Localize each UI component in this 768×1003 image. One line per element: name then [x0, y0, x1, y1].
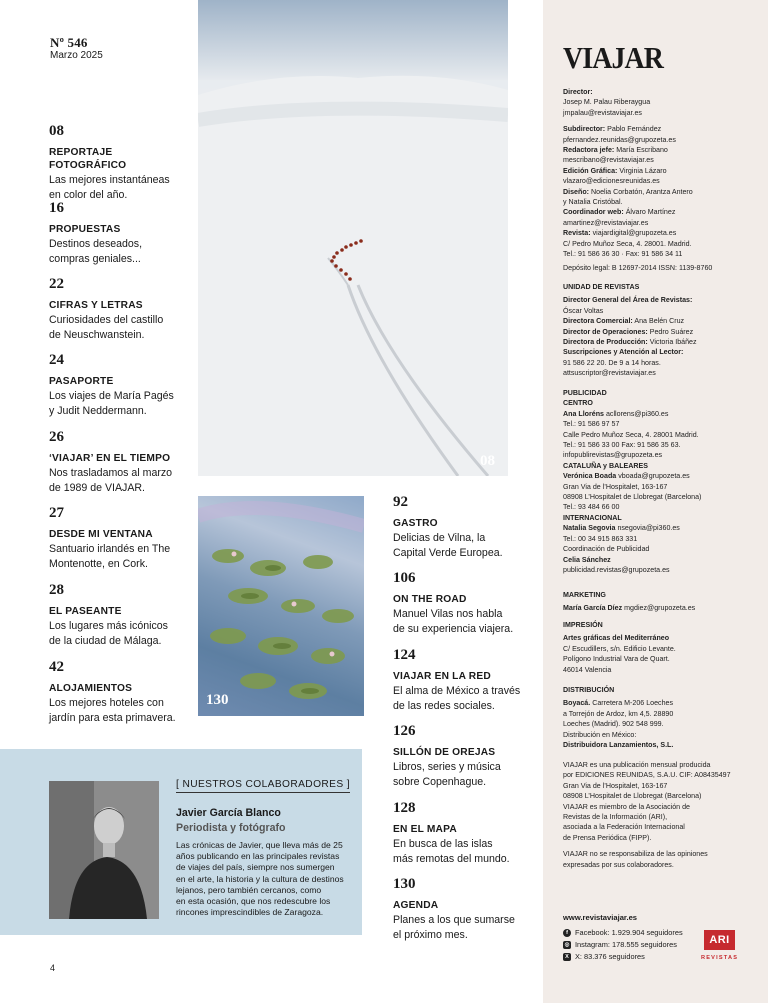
marketing [563, 590, 758, 614]
toc-description: Destinos deseados, compras geniales... [49, 238, 143, 265]
toc-page-number: 08 [49, 123, 64, 139]
distribucion-address-3: Loeches (Madrid). 902 548 999. [563, 720, 664, 729]
disclaimer-line: VIAJAR no se responsabiliza de las opiniones [563, 850, 708, 859]
dg-name: Óscar Voltas [563, 306, 604, 315]
toc-page-number: 130 [393, 876, 416, 892]
cataluna-heading: CATALUÑA y BALEARES [563, 461, 648, 470]
toc-entry[interactable] [393, 570, 533, 636]
impresion [563, 620, 758, 675]
redactora-name: María Escribano [616, 146, 668, 155]
toc-entry[interactable] [49, 200, 189, 266]
collaborator-bio: Las crónicas de Javier, que lleva más de 25 años publicando en las principales revistas de viajes del país, siempre nos sumergen en el arte, la historia y la cultura de destinos lejanos, pero también cercanos, como en esta ocasión, que nos redescubre los rincones imprescindibles de Zaragoza. [176, 840, 344, 918]
centro-heading: CENTRO [563, 399, 593, 408]
office-phones: Tel.: 91 586 36 30 · Fax: 91 586 34 11 [563, 250, 683, 259]
lily-illustration [198, 496, 364, 716]
publicidad-heading: PUBLICIDAD [563, 389, 607, 397]
redactora-label: Redactora jefe: [563, 146, 615, 155]
director-label: Director: [563, 88, 593, 96]
distribucion-heading: DISTRIBUCIÓN [563, 686, 615, 694]
toc-description: Los mejores hoteles con jardín para esta primavera. [49, 697, 176, 724]
legal-line: Gran Via de l’Hospitalet, 163-167 [563, 781, 668, 790]
toc-section-title: ‘VIAJAR’ EN EL TIEMPO [49, 453, 171, 464]
snow-expedition-photo[interactable] [198, 0, 508, 476]
grafica-label: Edición Gráfica: [563, 166, 618, 175]
centro-address: Calle Pedro Muñoz Seca, 4. 28001 Madrid. [563, 430, 699, 439]
facebook-icon: f [563, 929, 571, 937]
toc-description: Delicias de Vilna, la Capital Verde Europea. [393, 532, 503, 559]
toc-description: Nos trasladamos al marzo de 1989 de VIAJAR. [49, 467, 173, 494]
unidad-heading: UNIDAD DE REVISTAS [563, 283, 640, 291]
toc-entry[interactable] [49, 505, 189, 571]
toc-description: Los viajes de María Pagés y Judit Neddermann. [49, 390, 174, 417]
marketing-heading: MARKETING [563, 591, 606, 599]
distribucion-address-2: a Torrejón de Ardoz, km 4,5. 28890 [563, 709, 674, 718]
internacional-name: Natalia Segovia [563, 524, 616, 533]
cataluna-address-2: 08908 L’Hospitalet de Llobregat (Barcelona) [563, 493, 702, 502]
publicidad [563, 388, 758, 575]
produccion-name: Victoria Ibáñez [649, 338, 697, 347]
toc-page-number: 27 [49, 505, 64, 521]
issue-number: Nº 546 [50, 35, 88, 50]
toc-description: Curiosidades del castillo de Neuschwanstein. [49, 314, 164, 341]
toc-section-title: VIAJAR EN LA RED [393, 671, 491, 682]
diseno-name-2: y Natalia Cristóbal. [563, 198, 623, 207]
toc-section-title: EN EL MAPA [393, 824, 457, 835]
toc-page-number: 92 [393, 494, 408, 510]
toc-entry[interactable] [49, 659, 189, 725]
web-coordinator-label: Coordinador web: [563, 208, 624, 217]
toc-page-number: 16 [49, 200, 64, 216]
distribucion-name: Boyacá. [563, 699, 591, 708]
portrait-illustration [49, 781, 159, 919]
cataluna-tel: Tel.: 93 484 66 00 [563, 503, 620, 512]
cataluna-name: Verónica Boada [563, 472, 617, 481]
toc-description: Planes a los que sumarse el próximo mes. [393, 914, 515, 941]
office-address: C/ Pedro Muñoz Seca, 4. 28001. Madrid. [563, 239, 692, 248]
operaciones-name: Pedro Suárez [649, 327, 694, 336]
director-email[interactable]: jmpalau@revistaviajar.es [563, 108, 642, 117]
toc-entry[interactable] [49, 429, 189, 495]
comercial-name: Ana Belén Cruz [634, 317, 685, 326]
toc-entry[interactable] [49, 352, 189, 418]
legal-notice [563, 760, 758, 870]
marketing-email[interactable]: mgdiez@grupozeta.es [624, 604, 696, 613]
toc-section-title: PASAPORTE [49, 376, 114, 387]
photo-page-label: 08 [480, 453, 495, 469]
marketing-name: María García Díez [563, 604, 623, 613]
toc-entry[interactable] [49, 276, 189, 342]
legal-line: Revistas de la Información (ARI), [563, 813, 668, 822]
comercial-label: Directora Comercial: [563, 317, 633, 326]
distribucion [563, 685, 758, 750]
centro-email[interactable]: acllorens@pi360.es [605, 409, 669, 418]
revista-email[interactable]: viajardigital@grupozeta.es [592, 229, 677, 238]
toc-description: Libros, series y música sobre Copenhague. [393, 761, 501, 788]
x-link[interactable] [563, 952, 645, 961]
toc-page-number: 26 [49, 429, 64, 445]
dg-label: Director General del Área de Revistas: [563, 296, 693, 305]
collaborator-portrait [49, 781, 159, 919]
collaborator-name: Javier García Blanco [176, 807, 281, 819]
revista-label: Revista: [563, 229, 591, 238]
toc-entry[interactable] [49, 123, 189, 202]
toc-page-number: 22 [49, 276, 64, 292]
centro-name: Ana Lloréns [563, 409, 604, 418]
impresion-heading: IMPRESIÓN [563, 621, 603, 629]
collaborator-role: Periodista y fotógrafo [176, 822, 286, 834]
collaborators-heading: [ NUESTROS COLABORADORES ] [176, 779, 350, 793]
legal-line: VIAJAR es una publicación mensual producida [563, 761, 711, 769]
diseno-name: Noelia Corbatón, Arantza Antero [591, 187, 693, 196]
cataluna-address-1: Gran Via de l’Hospitalet, 163-167 [563, 482, 668, 491]
x-followers: X: 83.376 seguidores [575, 952, 645, 961]
centro-phones: Tel.: 91 586 33 00 Fax: 91 586 35 63. [563, 441, 681, 450]
unidad-revistas [563, 282, 758, 379]
cataluna-email[interactable]: vboada@grupozeta.es [618, 472, 690, 481]
diseno-label: Diseño: [563, 187, 590, 196]
subdirector-name: Pablo Fernández [607, 125, 662, 134]
subdirector-email[interactable]: pfernandez.reunidas@grupozeta.es [563, 135, 676, 144]
toc-page-number: 24 [49, 352, 64, 368]
toc-description: Santuario irlandés en The Montenotte, en Cork. [49, 543, 171, 570]
toc-section-title: AGENDA [393, 900, 439, 911]
toc-entry[interactable] [393, 723, 533, 789]
toc-page-number: 28 [49, 582, 64, 598]
toc-section-title: DESDE MI VENTANA [49, 529, 153, 540]
toc-section-title: CIFRAS Y LETRAS [49, 300, 143, 311]
grafica-email[interactable]: vlazaro@edicionesreunidas.es [563, 177, 660, 186]
impresion-address-1: C/ Escudillers, s/n. Edificio Levante. [563, 644, 676, 653]
legal-line: de Prensa Periódica (FIPP). [563, 833, 652, 842]
toc-description: El alma de México a través de las redes sociales. [393, 685, 521, 712]
toc-entry[interactable] [393, 800, 533, 866]
toc-section-title: EL PASEANTE [49, 606, 122, 617]
ari-logo-subtitle: REVISTAS [701, 955, 739, 961]
snow-illustration [198, 0, 508, 476]
viajar-logo: VIAJAR [563, 40, 664, 75]
director-name: Josep M. Palau Riberaygua [563, 98, 651, 107]
masthead-credits [563, 87, 758, 273]
disclaimer-line: expresadas por sus colaboradores. [563, 860, 674, 869]
internacional-heading: INTERNACIONAL [563, 513, 622, 522]
legal-line: por EDICIONES REUNIDAS, S.A.U. CIF: A08435497 [563, 771, 731, 780]
toc-section-title: SILLÓN DE OREJAS [393, 747, 496, 758]
subdirector-label: Subdirector: [563, 125, 606, 134]
suscripciones-email[interactable]: attsuscriptor@revistaviajar.es [563, 369, 656, 378]
toc-entry[interactable] [393, 494, 533, 560]
instagram-link[interactable] [563, 940, 677, 949]
water-lilies-painting[interactable] [198, 496, 364, 716]
toc-description: Los lugares más icónicos de la ciudad de Málaga. [49, 620, 168, 647]
celia-name: Celia Sánchez [563, 555, 611, 564]
toc-section-title: ALOJAMIENTOS [49, 683, 133, 694]
impresion-address-3: 46014 Valencia [563, 665, 612, 674]
suscripciones-tel: 91 586 22 20. De 9 a 14 horas. [563, 358, 661, 367]
instagram-followers: Instagram: 178.555 seguidores [575, 940, 677, 949]
toc-entry[interactable] [393, 647, 533, 713]
issue-date: Marzo 2025 [50, 50, 103, 61]
celia-email[interactable]: publicidad.revistas@grupozeta.es [563, 565, 670, 574]
toc-section-title: PROPUESTAS [49, 224, 121, 235]
toc-description: Manuel Vilas nos habla de su experiencia viajera. [393, 608, 514, 635]
toc-page-number: 124 [393, 647, 416, 663]
suscripciones-label: Suscripciones y Atención al Lector: [563, 348, 684, 357]
facebook-link[interactable] [563, 928, 683, 937]
produccion-label: Directora de Producción: [563, 338, 648, 347]
legal-line: 08908 L’Hospitalet de Llobregat (Barcelona) [563, 792, 702, 801]
internacional-email[interactable]: nsegovia@pi360.es [617, 524, 680, 533]
toc-page-number: 42 [49, 659, 64, 675]
internacional-tel: Tel.: 00 34 915 863 331 [563, 534, 638, 543]
toc-section-title: REPORTAJE FOTOGRÁFICO [49, 147, 127, 171]
page-number: 4 [50, 963, 56, 973]
centro-tel: Tel.: 91 586 97 57 [563, 420, 620, 429]
impresion-address-2: Polígono Industrial Vara de Quart. [563, 655, 670, 664]
deposito-legal: Depósito legal: B 12697-2014 ISSN: 1139-8760 [563, 263, 713, 272]
website-link[interactable]: www.revistaviajar.es [563, 913, 638, 922]
distribucion-mexico-name: Distribuidora Lanzamientos, S.L. [563, 741, 674, 750]
instagram-icon: ◎ [564, 941, 570, 948]
toc-entry[interactable] [393, 876, 533, 942]
legal-line: VIAJAR es miembro de la Asociación de [563, 802, 690, 811]
operaciones-label: Director de Operaciones: [563, 327, 648, 336]
toc-description: En busca de las islas más remotas del mundo. [393, 838, 510, 865]
photo-page-label: 130 [206, 692, 229, 708]
x-icon: X [563, 953, 571, 961]
distribucion-address-1: Carretera M-206 Loeches [592, 699, 674, 708]
redactora-email[interactable]: mescribano@revistaviajar.es [563, 156, 654, 165]
grafica-name: Virginia Lázaro [619, 166, 667, 175]
toc-description: Las mejores instantáneas en color del año. [49, 174, 170, 201]
toc-page-number: 128 [393, 800, 416, 816]
centro-email-2[interactable]: infopublirevistas@grupozeta.es [563, 451, 663, 460]
toc-page-number: 126 [393, 723, 416, 739]
legal-line: asociada a la Federación Internacional [563, 823, 685, 832]
ari-logo: ARI [704, 930, 735, 950]
facebook-followers: Facebook: 1.929.904 seguidores [575, 928, 683, 937]
web-coordinator-name: Álvaro Martínez [625, 208, 676, 217]
toc-section-title: GASTRO [393, 518, 438, 529]
web-coordinator-email[interactable]: amartinez@revistaviajar.es [563, 218, 649, 227]
toc-section-title: ON THE ROAD [393, 594, 467, 605]
coordinacion-publicidad: Coordinación de Publicidad [563, 545, 650, 554]
toc-entry[interactable] [49, 582, 189, 648]
impresion-name: Artes gráficas del Mediterráneo [563, 634, 670, 643]
distribucion-mexico: Distribución en México: [563, 730, 637, 739]
toc-page-number: 106 [393, 570, 416, 586]
